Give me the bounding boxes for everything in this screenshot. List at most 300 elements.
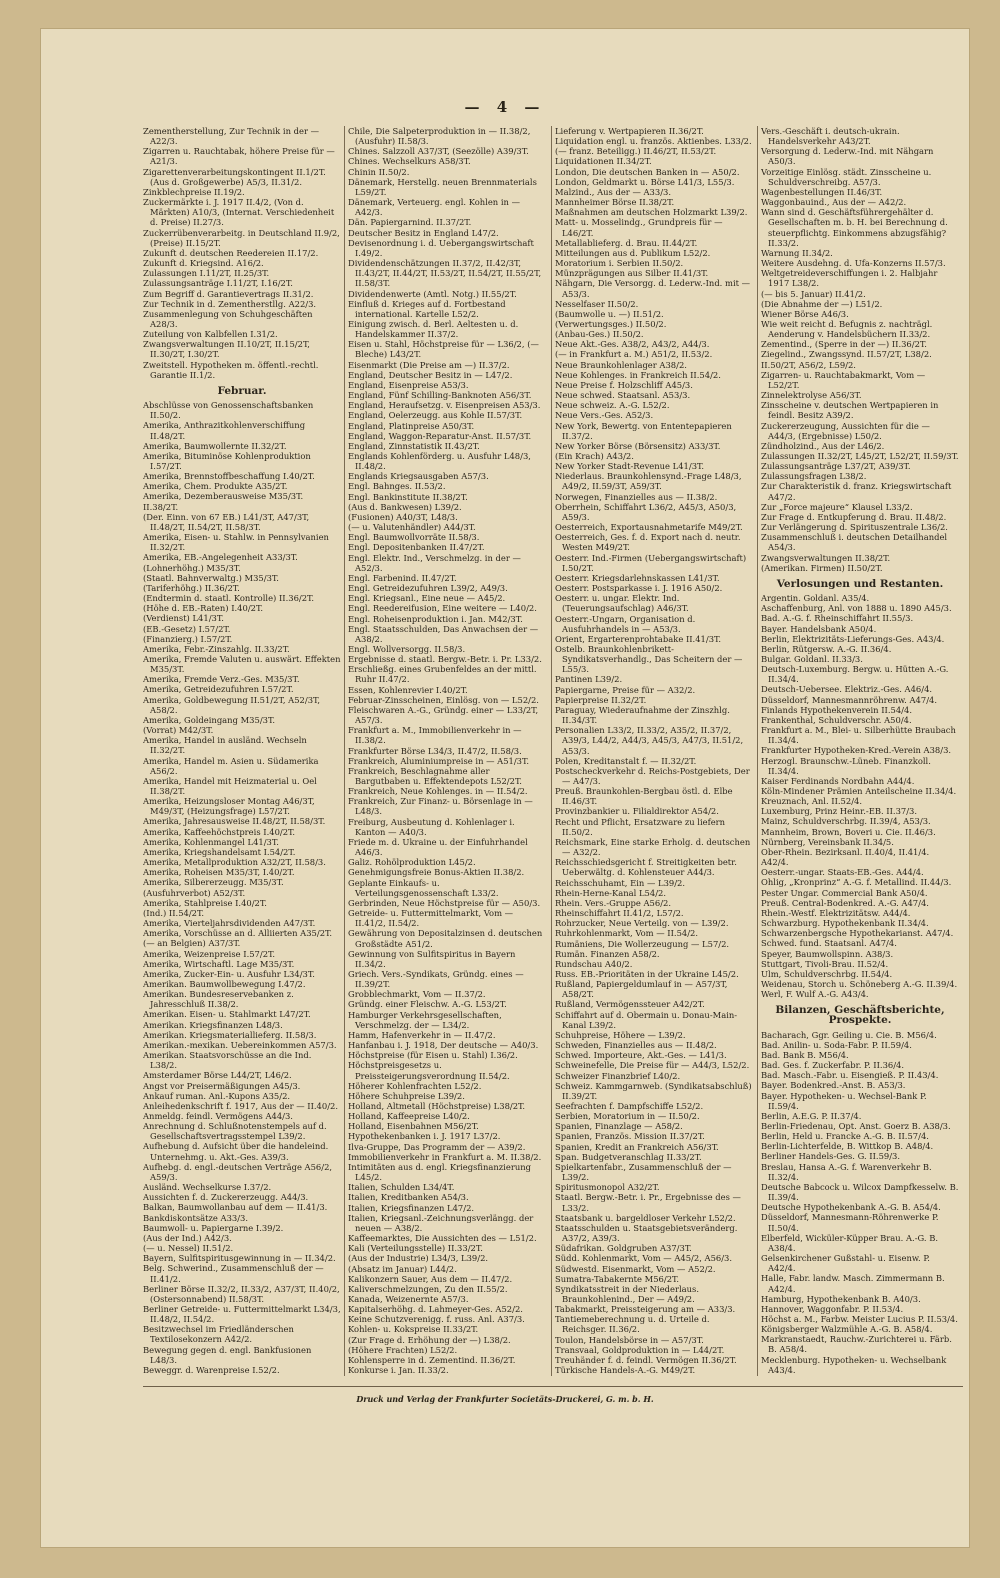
index-entry: Fleischwaren A.-G., Gründg. einer — L33/2T, A57/3. [348, 704, 539, 726]
index-entry: Amerika, Handel m. Asien u. Südamerika A56/2. [143, 755, 319, 776]
section-heading: Verlosungen und Restanten. [776, 577, 944, 590]
index-entry: Spanien, Französ. Mission II.37/2T. [555, 1131, 705, 1142]
index-entry: Münzprägungen aus Silber II.41/3T. [555, 268, 709, 279]
index-entry: Matt- u. Mosselindg., Grundpreis für — L46/2T. [555, 217, 723, 238]
index-entry: Amerika, Jahresausweise II.48/2T, II.58/3T. [143, 816, 326, 827]
index-entry: Kaffeemarktes, Die Aussichten des — L51/2. [348, 1233, 537, 1244]
index-entry: Berlin, Elektrizitäts-Lieferungs-Ges. A43/4. [761, 633, 945, 644]
index-entry: Oesterreich, Exportausnahmetarife M49/2T. [555, 522, 743, 533]
index-entry: (— u. Nessel) II.51/2. [143, 1243, 234, 1254]
index-entry: Griech. Vers.-Syndikats, Gründg. eines — II.39/2T. [348, 968, 524, 990]
index-entry: Südafrikan. Goldgruben A37/3T. [555, 1243, 692, 1254]
index-entry: Herzogl. Braunschw.-Lüneb. Finanzkoll. II.34/4. [761, 755, 931, 776]
index-entry: Holland, Kaffeepreise L40/2. [348, 1111, 470, 1122]
index-entry: Zigarren u. Rauchtabak, höhere Preise für — A21/3. [143, 146, 335, 167]
index-entry: Aufhebg. d. engl.-deutschen Verträge A56/2, A59/3. [143, 1161, 333, 1182]
index-entry: Zur Verlängerung d. Spirituszentrale L36/2. [761, 522, 948, 533]
index-entry: Polen, Kreditanstalt f. — II.32/2T. [555, 755, 697, 766]
index-entry: Schuhpreise, Höhere — L39/2. [555, 1029, 686, 1040]
index-entry: Rumän. Finanzen A58/2. [555, 948, 660, 959]
index-entry: Amerikan. Kriegsfinanzen L48/3. [143, 1019, 283, 1030]
index-entry: Neue Preise f. Holzschliff A45/3. [555, 379, 693, 390]
index-entry: Engl. Farbenind. II.47/2T. [348, 572, 457, 583]
index-entry: Frankfurter Börse L34/3, II.47/2, II.58/3. [348, 745, 522, 756]
index-entry: Zweitstell. Hypotheken m. öffentl.-rechtl. Garantie II.1/2. [143, 359, 319, 380]
index-entry: Höherer Kohlenfrachten L52/2. [348, 1080, 482, 1091]
index-entry: Kapitalserhöhg. d. Lahmeyer-Ges. A52/2. [348, 1304, 523, 1315]
index-entry: (— franz. Beteiligg.) II.46/2T, II.53/2T. [555, 146, 717, 157]
index-entry: Berliner Börse II.32/2, II.33/2, A37/3T, II.40/2, (Ostersonnabend) II.58/3T. [143, 1283, 340, 1304]
index-entry: Weidenau, Storch u. Schöneberg A.-G. II.39/4. [761, 978, 958, 989]
index-entry: Amerika, Kriegshandelsamt I.54/2T. [143, 846, 296, 857]
index-entry: Recht und Pflicht, Ersatzware zu liefern II.50/2. [555, 816, 726, 837]
index-entry: Berlin, Rütgersw. A.-G. II.36/4. [761, 643, 892, 654]
index-entry: Köln-Mindener Prämien Anteilscheine II.34/4. [761, 786, 957, 796]
index-entry: Kohlensperre in d. Zementind. II.36/2T. [348, 1354, 516, 1365]
index-entry: Waggonbauind., Aus der — A42/2. [761, 197, 907, 208]
index-entry: Ohlig, „Kronprinz“ A.-G. f. Metallind. II.44/3. [761, 877, 952, 888]
index-entry: Dänemark, Herstellg. neuen Brennmaterials L59/2T. [348, 176, 537, 197]
index-entry: Hanfanbau i. J. 1918, Der deutsche — A40/3. [348, 1040, 539, 1051]
index-entry: Amerika, Wirtschaftl. Lage M35/3T. [143, 958, 295, 969]
index-entry: (Amerikan. Firmen) II.50/2T. [761, 562, 883, 573]
index-entry: Rohrzucker, Neue Verteilg. von — L39/2. [555, 918, 729, 929]
index-entry: Kreuznach, Anl. II.52/4. [761, 796, 863, 807]
index-entry: Februar-Zinsscheinen, Einlösg. von — L52/2. [348, 694, 539, 705]
index-entry: Holland, Altmetall (Höchstpreise) L38/2T. [348, 1101, 526, 1111]
index-entry: Amerikan. Baumwollbewegung I.47/2. [143, 978, 306, 989]
index-entry: Berliner Handels-Ges. G. II.59/3. [761, 1151, 901, 1162]
index-entry: Seefrachten f. Dampfschiffe L52/2. [555, 1101, 704, 1111]
index-entry: Reichsschuhamt, Ein — L39/2. [555, 877, 686, 888]
index-entry: Geplante Einkaufs- u. Verteilungsgenossenschaft L33/2. [348, 877, 499, 898]
index-entry: Rumäniens, Die Wollerzeugung — L57/2. [555, 938, 730, 949]
index-entry: Dänemark, Verteuerg. engl. Kohlen in — A42/3. [348, 197, 520, 218]
index-entry: Zinkblechpreise II.19/2. [143, 186, 245, 197]
index-entry: Amerika, Kohlenmangel L41/3T. [143, 836, 279, 847]
index-entry: Kalikonzern Sauer, Aus dem — II.47/2. [348, 1273, 513, 1284]
footer-rule [143, 1386, 963, 1387]
index-entry: Zündholzind., Aus der L46/2. [761, 440, 885, 451]
index-entry: Wie weit reicht d. Befugnis z. nachträgl. Aenderung v. Handelsbüchern II.33/2. [761, 318, 933, 340]
index-entry: (Staatl. Bahnverwaltg.) M35/3T. [143, 572, 279, 583]
index-entry: Zwangsverwaltungen II.38/2T. [761, 552, 891, 563]
index-entry: (Tariferhöhg.) II.36/2T. [143, 582, 240, 593]
index-entry: Amerika, Silbererzeugg. M35/3T. [143, 877, 284, 888]
index-entry: Papierpreise II.32/2T. [555, 694, 647, 705]
index-entry: Engl. Elektr. Ind., Verschmelzg. in der — A52/3. [348, 552, 521, 573]
index-entry: Amerika, Metallproduktion A32/2T, II.58/3. [143, 857, 326, 868]
index-entry: (Lohnerhöhg.) M35/3T. [143, 562, 241, 573]
index-entry: Kali (Verteilungsstelle) II.33/2T. [348, 1243, 483, 1254]
index-entry: Bayern, Sulfitspiritusgewinnung in — II.34/2. [143, 1253, 336, 1264]
index-entry: Amerika, Roheisen M35/3T, I.40/2T. [143, 867, 295, 878]
index-entry: Zuckerrübenverarbeitg. in Deutschland II.9/2, (Preise) II.15/2T. [143, 227, 340, 248]
index-entry: (Ein Krach) A43/2. [555, 451, 634, 461]
index-entry: Weltgetreideverschiffungen i. 2. Halbjahr 1917 L38/2. [761, 268, 938, 289]
column-rule [757, 126, 758, 1376]
index-entry: Amerika, Chem. Produkte A35/2T. [143, 481, 288, 492]
index-entry: England, Eisenpreise A53/3. [348, 379, 469, 390]
index-entry: Malzind., Aus der — A33/3. [555, 186, 672, 197]
index-entry: Rundschau A40/2. [555, 958, 633, 969]
index-entry: Zukunft d. deutschen Reedereien II.17/2. [143, 247, 319, 258]
index-entry: Eisenmarkt (Die Preise am —) II.37/2. [348, 359, 510, 370]
index-entry: (— an Belgien) A37/3T. [143, 938, 241, 949]
index-entry: Preuß. Braunkohlen-Bergbau östl. d. Elbe II.46/3T. [555, 786, 733, 807]
index-entry: England, Platinpreise A50/3T. [348, 420, 475, 431]
index-entry: Toulon, Handelsbörse in — A57/3T. [555, 1334, 704, 1345]
index-entry: England, Zinnstatistik II.43/2T. [348, 440, 480, 451]
index-entry: Werl, F. Wulf A.-G. A43/4. [761, 989, 869, 1000]
index-entry: Amerika, Goldbewegung II.51/2T, A52/3T, A58/2. [143, 694, 321, 715]
index-entry: Zulassungen II.32/2T, L45/2T, L52/2T, II.59/3T. [761, 451, 959, 461]
index-entry: Englands Kohlenförderg. u. Ausfuhr L48/3, II.48/2. [348, 451, 531, 472]
index-entry: Liquidation engl. u. französ. Aktienbes. L33/2. [555, 136, 752, 147]
index-entry: (Aus der Industrie) L34/3, L39/2. [348, 1253, 489, 1264]
index-entry: Wann sind d. Geschäftsführergehälter d. Gesellschaften m. b. H. bei Berechnung d. steuerpflichtg. Einkommens abzugsfähig? II.33/2. [761, 207, 948, 248]
index-entry: Schwarzenbergsche Hypothekarianst. A47/4. [761, 928, 954, 939]
index-entry: Kaiser Ferdinands Nordbahn A44/4. [761, 775, 915, 786]
index-entry: Frankreich, Zur Finanz- u. Börsenlage in — L48/3. [348, 796, 533, 817]
index-entry: Genehmigungsfreie Bonus-Aktien II.38/2. [348, 867, 525, 878]
index-entry: Nähgarn, Die Versorgg. d. Lederw.-Ind. mit — A53/3. [555, 278, 751, 299]
index-entry: Schweden, Finanzielles aus — II.48/2. [555, 1040, 717, 1051]
index-entry: Reichsmark, Eine starke Erholg. d. deutschen — A32/2. [555, 836, 751, 858]
index-entry: Provinzbankier u. Filialdirektor A54/2. [555, 806, 719, 817]
index-entry: Balkan, Baumwollanbau auf dem — II.41/3. [143, 1202, 328, 1213]
index-entry: Zusammenschluß i. deutschen Detailhandel A54/3. [761, 532, 948, 553]
index-entry: Amerika, Fremde Verz.-Ges. M35/3T. [143, 674, 300, 685]
index-entry: Zementherstellung, Zur Technik in der — A22/3. [143, 126, 319, 147]
index-entry: Postscheckverkehr d. Reichs-Postgebiets, Der — A47/3. [555, 765, 750, 786]
index-entry: Gründg. einer Fleischw. A.-G. L53/2T. [348, 999, 507, 1010]
index-entry: Frankreich, Neue Kohlenges. in — II.54/2. [348, 786, 528, 797]
index-entry: Engl. Staatsschulden, Das Anwachsen der — A38/2. [348, 623, 539, 644]
index-entry: New York, Bewertg. von Ententepapieren II.37/2. [555, 420, 732, 441]
index-entry: Türkische Handels-A.-G. M49/2T. [555, 1365, 696, 1376]
index-entry: Keine Schutzverenigg. f. russ. Anl. A37/3. [348, 1314, 525, 1325]
index-entry: Gelsenkirchener Gußstahl- u. Eisenw. P. A42/4. [761, 1253, 930, 1274]
index-entry: Neue schwed. Staatsanl. A53/3. [555, 390, 691, 401]
index-entry: Berlin, A.E.G. P. II.37/4. [761, 1110, 862, 1121]
index-entry: England, Deutscher Besitz in — L47/2. [348, 369, 513, 380]
index-entry: Kohlen- u. Kokspreise II.33/2T. [348, 1324, 479, 1335]
index-entry: Zigarettenverarbeitungskontingent II.1/2T. (Aus d. Großgewerbe) A5/3, II.31/2. [143, 166, 326, 187]
index-entry: Höchst a. M., Farbw. Meister Lucius P. II.53/4. [761, 1313, 958, 1324]
index-entry: Bulgar. Goldanl. II.33/3. [761, 653, 863, 664]
index-entry: Rheinschiffahrt II.41/2, L57/2. [555, 908, 684, 919]
index-entry: Neue Vers.-Ges. A52/3. [555, 410, 654, 421]
index-entry: Düsseldorf, Mannesmannröhrenw. A47/4. [761, 694, 938, 705]
index-entry: Zur Charakteristik d. franz. Kriegswirtschaft A47/2. [761, 481, 952, 502]
index-entry: Anleihedenkschrift f. 1917, Aus der — II.40/2. [143, 1100, 339, 1111]
index-column-1 [143, 126, 341, 1376]
index-entry: Düsseldorf, Mannesmann-Röhrenwerke P. II.50/4. [761, 1212, 939, 1233]
index-entry: Sumatra-Tabakernte M56/2T. [555, 1273, 680, 1284]
index-entry: (Der. Einn. von 67 EB.) L41/3T, A47/3T, II.48/2T, II.54/2T, II.58/3T. [143, 511, 310, 532]
index-entry: New Yorker Stadt-Revenue L41/3T. [555, 461, 705, 472]
index-entry: Oesterr. u. ungar. Elektr. Ind. (Teuerungsaufschlag) A46/3T. [555, 593, 689, 614]
index-entry: Warnung II.34/2. [761, 247, 833, 258]
index-entry: Vers.-Geschäft i. deutsch-ukrain. Handelsverkehr A43/2T. [761, 126, 900, 147]
index-entry: Bacharach, Ggr. Geiling u. Cie. B. M56/4. [761, 1029, 937, 1040]
column-rule [551, 126, 552, 1376]
index-entry: Berlin, Held u. Francke A.-G. B. II.57/4. [761, 1131, 929, 1142]
index-entry: Bad. Bank B. M56/4. [761, 1049, 849, 1060]
index-entry: Amerika, Zucker-Ein- u. Ausfuhr L34/3T. [143, 968, 315, 979]
index-entry: Galiz. Rohölproduktion L45/2. [348, 857, 476, 868]
index-entry: Preuß. Central-Bodenkred. A.-G. A47/4. [761, 897, 929, 908]
index-entry: Mannheimer Börse II.38/2T. [555, 197, 675, 208]
index-entry: Bankdiskontsätze A33/3. [143, 1212, 249, 1223]
index-entry: Zigarren- u. Rauchtabakmarkt, Vom — L52/2T. [761, 369, 926, 390]
index-entry: Amerika, Handel mit Heizmaterial u. Oel II.38/2T. [143, 775, 317, 796]
index-entry: Amerika, Fremde Valuten u. auswärt. Effekten M35/3T. [143, 653, 341, 675]
index-entry: Amerika, Anthrazitkohlenverschiffung II.48/2T. [143, 420, 306, 441]
index-entry: Chines. Salzzoll A37/3T, (Seezölle) A39/3T. [348, 146, 529, 157]
index-entry: Gewinnung von Sulfitspiritus in Bayern II.34/2. [348, 948, 516, 969]
index-entry: Personalien L33/2, II.33/2, A35/2, II.37/2, A39/3, L44/2, A44/3, A45/3, A47/3, II.51/2, A53/3. [555, 725, 744, 756]
index-entry [555, 1375, 753, 1376]
index-entry: Amerika, Getreidezufuhren I.57/2T. [143, 684, 294, 695]
index-entry: Zulassungsanträge I.11/2T, I.16/2T. [143, 278, 293, 289]
index-entry: Engl. Kriegsanl., Eine neue — A45/2. [348, 593, 506, 604]
column-rule [344, 126, 345, 1376]
index-entry: (Ind.) II.54/2T. [143, 907, 205, 918]
index-entry: England, Heraufsetzg. v. Eisenpreisen A53/3. [348, 400, 541, 411]
index-entry: (Die Abnahme der —) L51/2. [761, 298, 883, 309]
index-entry: Deutsch-Luxemburg. Bergw. u. Hütten A.-G. II.34/4. [761, 664, 949, 685]
index-entry: Italien, Kreditbanken A54/3. [348, 1192, 469, 1203]
index-entry: Pantinen L39/2. [555, 674, 623, 685]
index-entry: Metallablieferg. d. Brau. II.44/2T. [555, 237, 698, 248]
index-entry: Gerbrinden, Neue Höchstpreise für — A50/3. [348, 897, 541, 908]
index-entry: (Absatz im Januar) L44/2. [348, 1263, 457, 1274]
index-entry: Breslau, Hansa A.-G. f. Warenverkehr B. II.32/4. [761, 1161, 932, 1182]
index-entry: Bayer. Hypotheken- u. Wechsel-Bank P. II.59/4. [761, 1090, 927, 1111]
index-entry: Einigung zwisch. d. Berl. Aeltesten u. d. Handelskammer II.37/2. [348, 318, 519, 340]
index-entry: Konkurse i. Jan. II.33/2. [348, 1365, 449, 1376]
index-entry: Tantiemeberechnung u. d. Urteile d. Reichsger. II.36/2. [555, 1314, 710, 1335]
index-entry: Mecklenburg. Hypotheken- u. Wechselbank A43/4. [761, 1354, 947, 1375]
index-entry: Abschlüsse von Genossenschaftsbanken II.50/2. [143, 400, 314, 421]
index-entry: Ostelb. Braunkohlenbrikett-Syndikatsverhandlg., Das Scheitern der — L55/3. [555, 643, 743, 675]
index-entry: Deutsche Babcock u. Wilcox Dampfkesselw. B. II.39/4. [761, 1181, 959, 1203]
index-entry: Höhere Schuhpreise L39/2. [348, 1090, 465, 1101]
index-entry: Friede m. d. Ukraine u. der Einfuhrhandel A46/3. [348, 836, 528, 858]
index-entry: (Anbau-Ges.) II.50/2. [555, 329, 644, 340]
index-entry: Lieferung v. Wertpapieren II.36/2T. [555, 126, 704, 136]
index-entry: Amerika, Handel in ausländ. Wechseln II.32/2T. [143, 735, 307, 756]
index-entry: Mannheim, Brown, Boveri u. Cie. II.46/3. [761, 826, 936, 837]
index-entry: Freiburg, Ausbeutung d. Kohlenlager i. Kanton — A40/3. [348, 816, 515, 837]
index-entry: Erschließg. eines Grubenfeldes an der mittl. Ruhr II.47/2. [348, 664, 537, 685]
index-entry: Elberfeld, Wicküler-Küpper Brau. A.-G. B. A38/4. [761, 1232, 939, 1253]
index-entry: Zuckererzeugung, Aussichten für die — A44/3, (Ergebnisse) L50/2. [761, 420, 930, 441]
index-entry: Holland, Eisenbahnen M56/2T. [348, 1121, 479, 1132]
index-entry: Engl. Reedereifusion, Eine weitere — L40/2. [348, 603, 537, 614]
index-entry: Schwed. Importeure, Akt.-Ges. — L41/3. [555, 1050, 727, 1061]
index-entry: Frankreich, Beschlagnahme aller Bargutbaben u. Effektendepots L52/2T. [348, 765, 522, 786]
index-entry: Markranstaedt, Rauchw.-Zurichterei u. Färb. B. A58/4. [761, 1334, 952, 1355]
index-entry: Zuckermärkte i. J. 1917 II.4/2, (Von d. Märkten) A10/3, (Internat. Verschiedenheit d. Preise) II.27/3. [143, 197, 335, 228]
index-entry: Bewegung gegen d. engl. Bankfusionen L48/3. [143, 1344, 312, 1365]
index-entry: Hypothekenbanken i. J. 1917 L37/2. [348, 1131, 501, 1142]
index-entry: Ausländ. Wechselkurse I.37/2. [143, 1182, 272, 1193]
index-entry: (Höhere Frachten) L52/2. [348, 1344, 458, 1355]
index-entry: Weitere Ausdehng. d. Ufa-Konzerns II.57/3. [761, 258, 946, 269]
index-entry: Schweinefelle, Die Preise für — A44/3, L52/2. [555, 1060, 750, 1071]
index-entry: Syndikatsstreit in der Niederlaus. Braunkohlenind., Der — A49/2. [555, 1283, 699, 1304]
index-entry: Dän. Papiergarnind. II.37/2T. [348, 217, 472, 228]
index-entry: Zulassungen I.11/2T, II.25/3T. [143, 268, 270, 279]
index-entry: Spanien, Kredit an Frankreich A56/3T. [555, 1141, 719, 1152]
index-entry [143, 1375, 341, 1376]
index-entry: Amerika, Kaffeehöchstpreis I.40/2T. [143, 826, 296, 837]
index-entry: (Fusionen) A40/3T, L48/3. [348, 511, 458, 522]
index-column-3 [555, 126, 753, 1376]
index-entry: Anmeldg. feindl. Vermögens A44/3. [143, 1111, 293, 1121]
index-entry: Bad. A.-G. f. Rheinschiffahrt II.55/3. [761, 613, 914, 624]
index-entry: Amerika, Goldeingang M35/3T. [143, 714, 275, 725]
index-entry: Zinnelektrolyse A56/3T. [761, 390, 862, 401]
index-entry: Dividendenschätzungen II.37/2, II.42/3T, II.43/2T, II.44/2T, II.53/2T, II.54/2T, II.55/2T, II.58/3T. [348, 258, 542, 289]
index-entry: Schwed. fund. Staatsanl. A47/4. [761, 938, 897, 949]
index-entry: Ober-Rhein. Bezirksanl. II.40/4, II.41/4. [761, 846, 930, 857]
index-entry: Amerika, Baumwollernte II.32/2T. [143, 440, 287, 451]
index-entry [348, 1375, 546, 1376]
index-entry: Vorzeitige Einlösg. städt. Zinsscheine u. Schuldverschreibg. A57/3. [761, 166, 932, 187]
index-entry: Amerika, Weizenpreise I.57/2T. [143, 948, 276, 959]
index-entry: Chile, Die Salpeterproduktion in — II.38/2, (Ausfuhr) II.58/3. [348, 126, 531, 147]
index-entry: Amerikan. Eisen- u. Stahlmarkt L47/2T. [143, 1009, 311, 1020]
index-entry: II.50/2T, A56/2, L59/2. [761, 359, 856, 370]
index-entry: Amerikan. Bundesreservebanken z. Jahresschluß II.38/2. [143, 989, 294, 1010]
index-entry [761, 1375, 959, 1376]
index-entry: Italien, Kriegsfinanzen L47/2. [348, 1202, 475, 1213]
index-entry: Nesselfaser II.50/2. [555, 298, 639, 309]
index-entry: Getreide- u. Futtermittelmarkt, Vom — II.41/2, II.54/2. [348, 908, 514, 929]
index-entry: Besitzwechsel im Friedländerschen Textilosekonzern A42/2. [143, 1324, 294, 1345]
index-entry: Spanien, Finanzlage — A58/2. [555, 1121, 683, 1132]
index-entry: Schweiz. Kammgarnweb. (Syndikatsabschluß) II.39/2T. [555, 1080, 752, 1101]
index-entry: Amerika, Eisen- u. Stahlw. in Pennsylvanien II.32/2T. [143, 532, 329, 553]
index-entry: Devisenordnung i. d. Uebergangswirtschaft I.49/2. [348, 237, 534, 258]
index-entry: Engl. Getreidezufuhren L39/2, A49/3. [348, 583, 508, 594]
index-entry: Mitteilungen aus d. Publikum L52/2. [555, 247, 711, 258]
index-entry: Ruhrkohlenmarkt, Vom — II.54/2. [555, 928, 699, 939]
index-entry: Höchstpreisgesetzs u. Preissteigerungsverordnung II.54/2. [348, 1060, 510, 1081]
index-entry: Staatsschulden u. Staatsgebietsveränderg. A37/2, A39/3. [555, 1222, 738, 1244]
index-entry: Neue Akt.-Ges. A38/2, A43/2, A44/3. [555, 339, 710, 350]
index-entry: England, Waggon-Reparatur-Anst. II.57/3T. [348, 430, 532, 441]
index-entry: (Höhe d. EB.-Raten) I.40/2T. [143, 603, 264, 614]
index-entry: England, Fünf Schilling-Banknoten A56/3T. [348, 390, 532, 401]
index-entry: Hamburg, Hypothekenbank B. A40/3. [761, 1293, 921, 1304]
index-entry: Engl. Depositenbanken II.47/2T. [348, 542, 485, 553]
index-entry: Oesterr. Kriegsdarlehnskassen L41/3T. [555, 572, 720, 583]
index-entry: Russ. EB.-Prioritäten in der Ukraine L45/2. [555, 968, 739, 979]
index-entry: Intimitäten aus d. engl. Kriegsfinanzierung L45/2. [348, 1161, 531, 1183]
index-entry: Zementind., (Sperre in der —) II.36/2T. [761, 339, 927, 350]
index-entry: Oesterr.-ungar. Staats-EB.-Ges. A44/4. [761, 867, 924, 878]
index-entry: Deutsche Hypothekenbank A.-G. B. A54/4. [761, 1202, 941, 1213]
index-entry: Ankauf ruman. Anl.-Kupons A35/2. [143, 1090, 291, 1101]
index-entry: Transvaal, Goldproduktion in — L44/2T. [555, 1344, 725, 1355]
index-entry: Schwarzburg. Hypothekenbank II.34/4. [761, 918, 929, 929]
index-entry: Hannover, Waggonfabr. P. II.53/4. [761, 1303, 904, 1314]
index-entry: Kaliverschmelzungen, Zu den II.55/2. [348, 1283, 508, 1294]
index-entry: Zwangsverwaltungen II.10/2T, II.15/2T, II.30/2T, I.30/2T. [143, 339, 310, 360]
index-entry: Beweggr. d. Warenpreise I.52/2. [143, 1364, 280, 1375]
index-entry: Anrechnung d. Schlußnotenstempels auf d. Gesellschaftsvertragsstempel L39/2. [143, 1121, 327, 1142]
index-entry: Versorgung d. Lederw.-Ind. mit Nähgarn A50/3. [761, 146, 934, 167]
index-entry: Engl. Bahnges. II.53/2. [348, 481, 446, 492]
index-entry: Gewährung von Depositalzinsen d. deutschen Großstädte A51/2. [348, 928, 543, 949]
index-entry: Finlands Hypothekenverein II.54/4. [761, 704, 912, 715]
index-entry: Papiergarne, Preise für — A32/2. [555, 684, 696, 695]
index-column-2 [348, 126, 546, 1376]
index-entry: Ilva-Gruppe, Das Programm der — A39/2. [348, 1141, 526, 1152]
index-entry: Treuhänder f. d. feindl. Vermögen II.36/2T. [555, 1354, 737, 1365]
index-entry: (Aus d. Bankwesen) L39/2. [348, 501, 462, 512]
index-entry: Neue Braunkohlenlager A38/2. [555, 359, 687, 370]
index-column-4 [761, 126, 959, 1376]
index-entry: (Zur Frage d. Erhöhung der —) L38/2. [348, 1334, 511, 1345]
index-entry: Zinsscheine v. deutschen Wertpapieren in feindl. Besitz A39/2. [761, 400, 939, 421]
section-heading: Februar. [217, 384, 267, 397]
index-entry: Amerika, Bituminöse Kohlenproduktion I.57/2T. [143, 450, 311, 471]
index-entry: Rußland, Vermögenssteuer A42/2T. [555, 999, 705, 1010]
index-entry: Zusammenlegung von Schuhgeschäften A28/3. [143, 308, 313, 329]
index-entry: Norwegen, Finanzielles aus — II.38/2. [555, 491, 718, 502]
index-entry: London, Die deutschen Banken in — A50/2. [555, 166, 740, 177]
index-entry: Aussichten f. d. Zuckererzeugg. A44/3. [143, 1192, 309, 1203]
index-entry: Neue Kohlenges. in Frankreich II.54/2. [555, 369, 721, 380]
index-entry: (Finanzierg.) I.57/2T. [143, 633, 233, 644]
index-entry: Oberrhein, Schiffahrt L36/2, A45/3, A50/3, A59/3. [555, 501, 737, 522]
index-entry: Staatsbank u. bargeldloser Verkehr L52/2. [555, 1212, 736, 1223]
section-heading: Bilanzen, Geschäftsberichte, Prospekte. [775, 1004, 945, 1027]
index-entry: Bayer. Bodenkred.-Anst. B. A53/3. [761, 1080, 906, 1091]
index-entry: Höchstpreise (für Eisen u. Stahl) I.36/2. [348, 1050, 518, 1061]
index-entry: Hamburger Verkehrsgesellschaften, Verschmelzg. der — L34/2. [348, 1009, 502, 1030]
index-entry: Amerika, Heizungsloser Montag A46/3T, M49/3T, (Heizungsfrage) L57/2T. [143, 796, 315, 817]
index-entry: Frankreich, Aluminiumpreise in — A51/3T. [348, 755, 530, 766]
index-entry: Luxemburg, Prinz Heinr.-EB. II.37/3. [761, 806, 918, 817]
index-entry: Königsberger Walzmühle A.-G. B. A58/4. [761, 1324, 933, 1335]
index-entry: England, Oelerzeugg. aus Kohle II.57/3T. [348, 410, 523, 421]
index-entry: Frankfurt a. M., Immobilienverkehr in — II.38/2. [348, 725, 522, 746]
index-entry: Amerikan. Staatsvorschüsse an die Ind. L38/2. [143, 1050, 312, 1071]
index-entry: (Verwertungsges.) II.50/2. [555, 318, 667, 329]
index-entry: (Endtermin d. staatl. Kontrolle) II.36/2T. [143, 593, 315, 604]
index-entry: Zur „Force majeure“ Klausel L33/2. [761, 501, 913, 512]
printer-imprint: Druck und Verlag der Frankfurter Societäts-Druckerei, G. m. b. H. [356, 1394, 654, 1404]
index-entry: Amerika, Vorschüsse an d. Alliierten A35/2T. [143, 928, 333, 939]
index-entry: Frankfurter Hypotheken-Kred.-Verein A38/3. [761, 745, 952, 756]
index-entry: Engl. Roheisenproduktion i. Jan. M42/3T. [348, 613, 523, 624]
index-entry: (— u. Valutenhändler) A44/3T. [348, 522, 476, 533]
index-entry: Oesterr. Postsparkasse i. J. 1916 A50/2. [555, 583, 723, 594]
index-entry: Schiffahrt auf d. Obermain u. Donau-Main-Kanal L39/2. [555, 1009, 738, 1030]
index-entry: Tabakmarkt, Preissteigerung am — A33/3. [555, 1304, 736, 1315]
index-entry: Amerika, Vierteljahrsdividenden A47/3T. [143, 918, 316, 929]
index-entry: Chines. Wechselkurs A58/3T. [348, 156, 471, 167]
index-entry: Orient, Ergarterenprohtabake II.41/3T. [555, 633, 722, 644]
index-entry: Span. Budgetveranschlag II.33/2T. [555, 1151, 702, 1162]
